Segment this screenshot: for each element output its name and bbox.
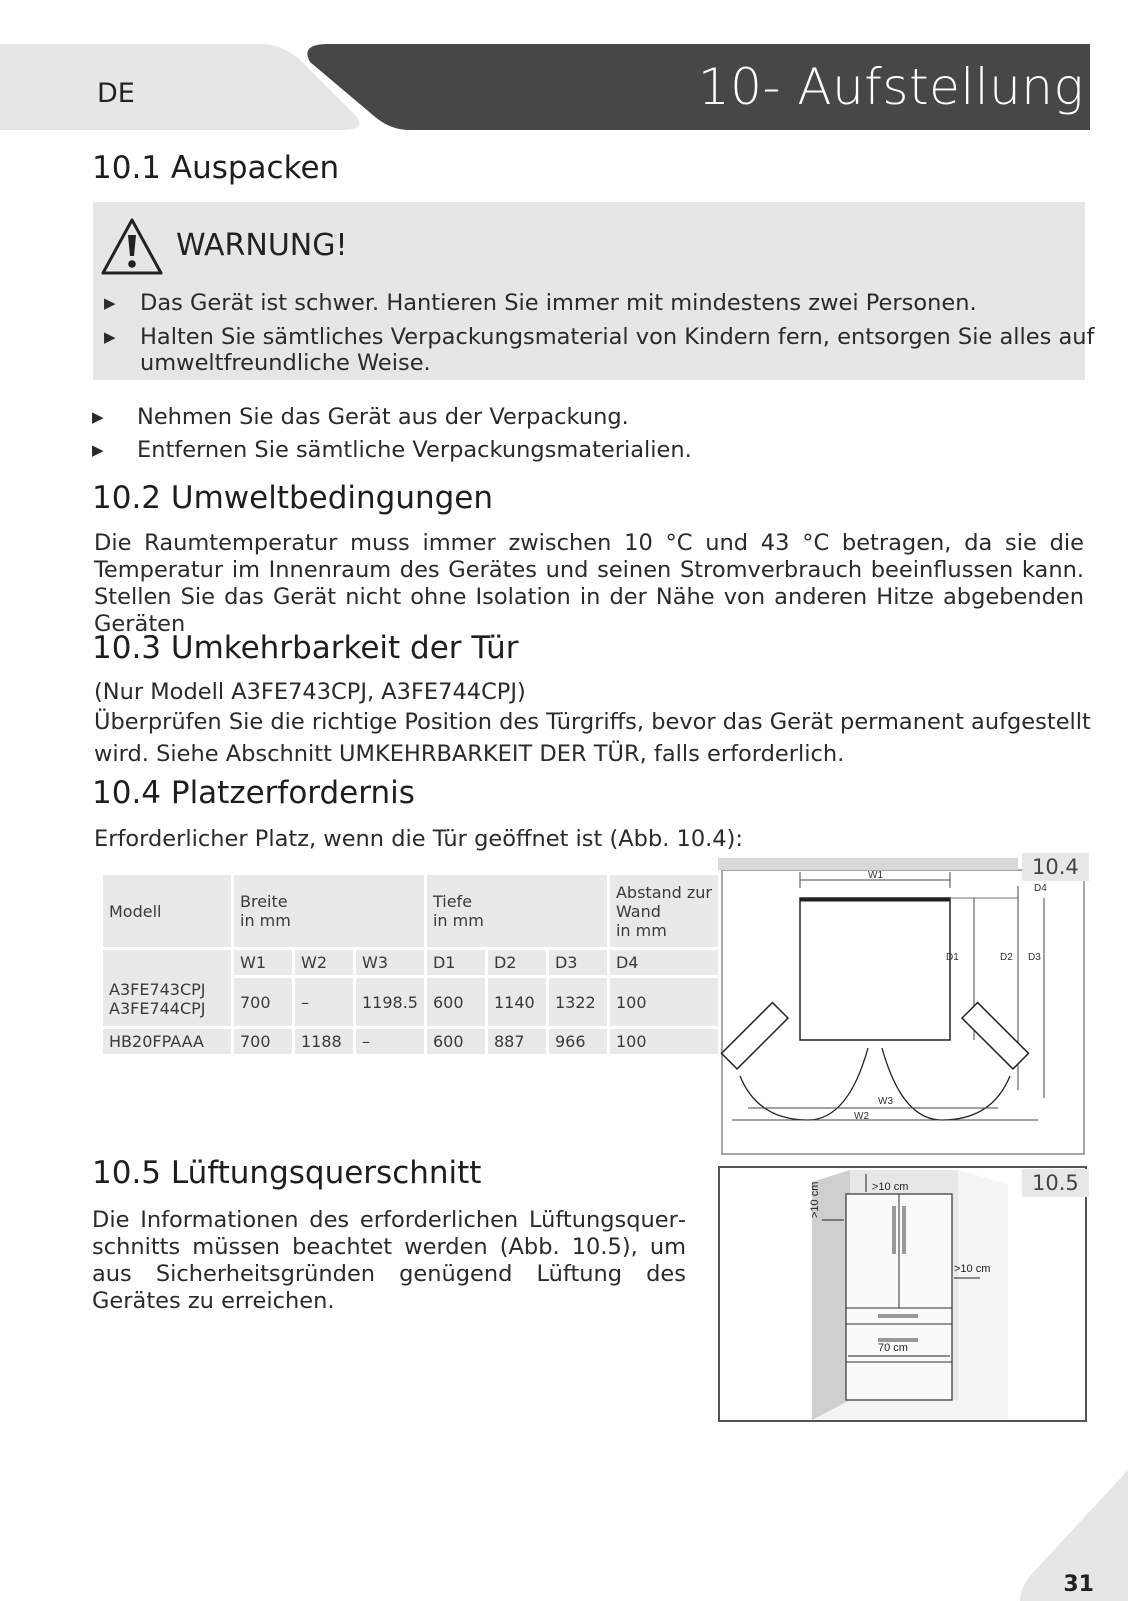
figure-10-5-label: 10.5 (1022, 1169, 1089, 1197)
space-requirement-table (100, 872, 721, 1057)
table-header-cell: Tiefe in mm (427, 875, 607, 947)
figure-10-4-label: 10.4 (1022, 853, 1089, 881)
table-cell: 966 (549, 1029, 607, 1054)
fig-label-w1: W1 (868, 870, 883, 881)
figure-10-4-door-clearance (718, 858, 1088, 1158)
section-10-4-title: 10.4 Platzerfordernis (92, 775, 415, 811)
table-cell: 887 (488, 1029, 546, 1054)
section-10-5-title: 10.5 Lüftungsquerschnitt (92, 1155, 482, 1191)
table-cell: W3 (356, 950, 424, 975)
warning-item-continued: umweltfreundliche Weise. (140, 350, 431, 376)
table-header-cell: Modell (103, 875, 231, 947)
fig-label-width: 70 cm (878, 1342, 908, 1354)
chapter-title: 10- Aufstellung (697, 58, 1084, 116)
fig-label-d3: D3 (1028, 952, 1041, 963)
warning-title: WARNUNG! (176, 228, 348, 263)
table-cell: 1140 (488, 978, 546, 1026)
fig-label-d1: D1 (946, 952, 959, 963)
fig-label-w2: W2 (854, 1111, 869, 1122)
table-cell: D3 (549, 950, 607, 975)
table-cell: 600 (427, 978, 485, 1026)
table-cell: D2 (488, 950, 546, 975)
table-cell: 100 (610, 1029, 718, 1054)
table-cell: 1198.5 (356, 978, 424, 1026)
fig-label-d4: D4 (1034, 883, 1047, 894)
bullet-arrow-icon: ▶ (104, 328, 116, 346)
section-10-2-text: Die Raumtemperatur muss immer zwischen 10 °C und 43 °C betragen, da sie die Temperatur im Innenraum des Gerätes und seinen Stromverbrauch beeinflussen kann. Stellen Sie das Gerät nicht ohne Isolation in der Nähe von anderen Hitze abgebenden Geräten (94, 530, 1084, 637)
table-header-cell: Breite in mm (234, 875, 424, 947)
fig-label-right-gap: >10 cm (954, 1263, 991, 1275)
table-header-cell: Abstand zur Wand in mm (610, 875, 718, 947)
section-10-3-text-line: wird. Siehe Abschnitt UMKEHRBARKEIT DER TÜR, falls erforderlich. (94, 741, 845, 767)
table-subheader-row (103, 950, 718, 975)
fig-label-d2: D2 (1000, 952, 1013, 963)
table-cell: D4 (610, 950, 718, 975)
section-10-2-title: 10.2 Umweltbedingungen (92, 480, 494, 516)
section-10-3-model-note: (Nur Modell A3FE743CPJ, A3FE744CPJ) (94, 679, 526, 705)
table-cell: – (295, 978, 353, 1026)
table-cell: D1 (427, 950, 485, 975)
table-cell: 1322 (549, 978, 607, 1026)
table-header-row (103, 875, 718, 947)
fig-label-top-gap: >10 cm (872, 1181, 909, 1193)
section-10-5-text: Die Informationen des erforderlichen Lüftungsquerschnitts müssen beachtet werden (Abb. 10.5), um aus Sicherheitsgründen genügend Lüftung des Gerätes zu erreichen. (92, 1207, 686, 1314)
warning-triangle-icon (99, 216, 165, 278)
fig-label-side-gap: >10 cm (809, 1181, 821, 1218)
bullet-arrow-icon: ▶ (92, 441, 104, 459)
table-cell: W2 (295, 950, 353, 975)
table-row (103, 1029, 718, 1054)
table-cell: 100 (610, 978, 718, 1026)
table-cell: 700 (234, 978, 292, 1026)
section-10-3-text-line: Überprüfen Sie die richtige Position des Türgriffs, bevor das Gerät permanent aufgestellt (94, 709, 1091, 735)
language-code: DE (97, 78, 135, 109)
table-cell: W1 (234, 950, 292, 975)
figure-10-5-ventilation (718, 1166, 1088, 1424)
section-10-3-title: 10.3 Umkehrbarkeit der Tür (92, 630, 519, 666)
table-cell: HB20FPAAA (103, 1029, 231, 1054)
bullet-arrow-icon: ▶ (104, 294, 116, 312)
table-cell: 1188 (295, 1029, 353, 1054)
table-cell: 700 (234, 1029, 292, 1054)
table-cell: A3FE743CPJ A3FE744CPJ (103, 950, 231, 1026)
bullet-arrow-icon: ▶ (92, 408, 104, 426)
table-cell: – (356, 1029, 424, 1054)
page-number: 31 (1063, 1572, 1094, 1597)
fig-label-w3: W3 (878, 1096, 893, 1107)
table-cell: 600 (427, 1029, 485, 1054)
section-10-1-title: 10.1 Auspacken (92, 150, 340, 186)
section-10-4-intro: Erforderlicher Platz, wenn die Tür geöffnet ist (Abb. 10.4): (94, 826, 743, 852)
